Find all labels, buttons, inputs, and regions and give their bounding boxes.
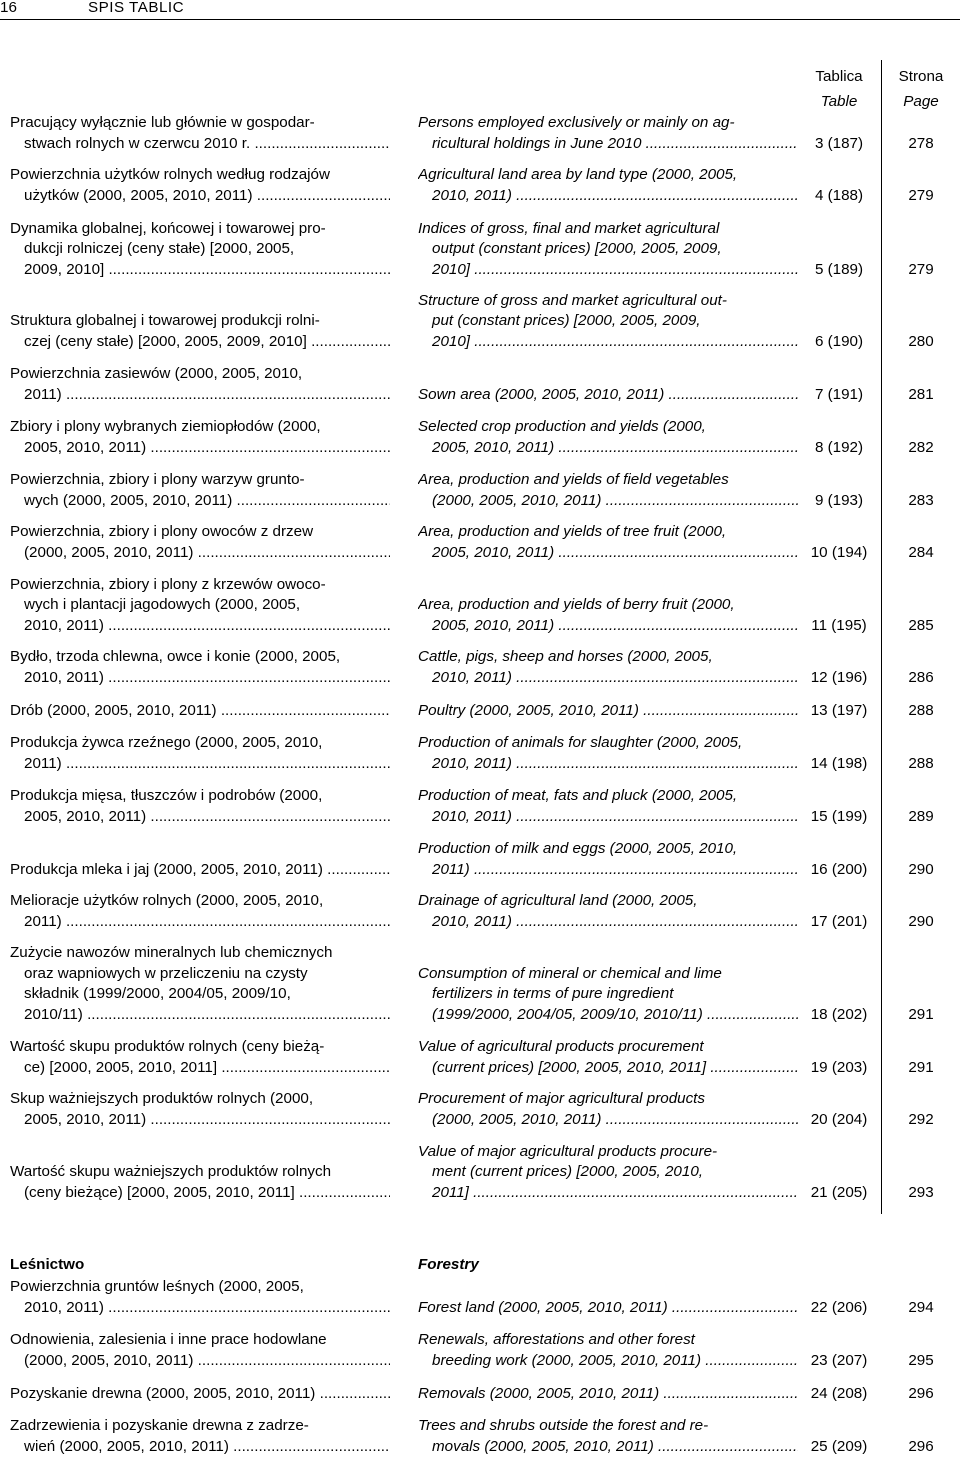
page-ref: 290 xyxy=(908,860,934,878)
entry-title-en-line: Persons employed exclusively or mainly on ag- xyxy=(418,114,735,131)
entry-title-en xyxy=(418,891,798,932)
entry-title-pl-line: 2010, 2011) ..... xyxy=(10,616,390,637)
entry-title-pl xyxy=(10,311,390,352)
entry-title-en xyxy=(418,964,798,1026)
entry-title-pl-line: Wartość skupu produktów rolnych (ceny bieżą- xyxy=(10,1038,325,1055)
entry-title-en xyxy=(418,839,798,880)
page-ref: 280 xyxy=(908,332,934,350)
entry-title-pl-line: Bydło, trzoda chlewna, owce i konie (2000, 2005, xyxy=(10,648,341,665)
entry-title-en-line: (current prices) [2000, 2005, 2010, 2011] ..... xyxy=(418,1058,798,1079)
table-number: 24 (208) xyxy=(810,1384,868,1402)
entry-title-pl-line: Powierzchnia gruntów leśnych (2000, 2005, xyxy=(10,1278,304,1295)
entry-title-pl xyxy=(10,1162,390,1203)
entry-title-en-line: 2011] ..... xyxy=(418,1183,798,1204)
entry-title-pl-line: Pracujący wyłącznie lub głównie w gospodar- xyxy=(10,114,315,131)
page-title: SPIS TABLIC xyxy=(88,0,185,16)
entry-title-en xyxy=(418,1142,798,1204)
entry-title-en xyxy=(418,1089,798,1130)
entry-title-en-line: Production of meat, fats and pluck (2000, 2005, xyxy=(418,787,738,804)
entry-title-pl xyxy=(10,219,390,281)
page-ref: 288 xyxy=(908,701,934,719)
page-ref: 278 xyxy=(908,134,934,152)
entry-title-pl-line: Skup ważniejszych produktów rolnych (2000, xyxy=(10,1090,314,1107)
entry-title-pl-line: 2010/11) ..... xyxy=(10,1005,390,1026)
page-ref: 289 xyxy=(908,807,934,825)
entry-title-pl-line: ce) [2000, 2005, 2010, 2011] ..... xyxy=(10,1058,390,1079)
entry-title-pl-line: 2011) ..... xyxy=(10,912,390,933)
table-number: 20 (204) xyxy=(810,1110,868,1128)
table-number: 10 (194) xyxy=(810,543,868,561)
entry-title-pl-line: wych i plantacji jagodowych (2000, 2005, xyxy=(24,596,301,613)
page-ref: 295 xyxy=(908,1351,934,1369)
entry-title-en-line: Production of animals for slaughter (2000, 2005, xyxy=(418,734,743,751)
entry-title-en xyxy=(418,522,798,563)
page-ref: 285 xyxy=(908,616,934,634)
entry-title-pl-line: 2005, 2010, 2011) ..... xyxy=(10,1110,390,1131)
entry-title-pl-line: wych (2000, 2005, 2010, 2011) ..... xyxy=(10,491,390,512)
entry-title-pl-line: oraz wapniowych w przeliczeniu na czysty xyxy=(24,964,308,982)
table-number: 11 (195) xyxy=(811,616,867,634)
entry-title-en xyxy=(418,291,798,353)
table-number: 16 (200) xyxy=(810,860,868,878)
entry-title-en xyxy=(418,701,798,722)
table-number: 13 (197) xyxy=(810,701,868,719)
entry-title-pl-line: czej (ceny stałe) [2000, 2005, 2009, 2010] ..... xyxy=(10,332,390,353)
entry-title-pl xyxy=(10,165,390,206)
page-ref: 294 xyxy=(908,1298,934,1316)
entry-title-en-line: Drainage of agricultural land (2000, 2005, xyxy=(418,892,698,909)
entry-title-en xyxy=(418,1298,798,1319)
entry-title-en-line: Area, production and yields of field vegetables xyxy=(418,471,729,488)
entry-title-en-line: Selected crop production and yields (2000, xyxy=(418,418,706,435)
table-number: 19 (203) xyxy=(810,1058,868,1076)
entry-title-en-line: Value of agricultural products procurement xyxy=(418,1038,704,1055)
column-header-page xyxy=(882,64,960,114)
entry-title-pl xyxy=(10,364,390,405)
entry-title-pl-line: 2005, 2010, 2011) ..... xyxy=(10,807,390,828)
page-ref: 296 xyxy=(908,1437,934,1455)
entry-title-en-line: 2010, 2011) ..... xyxy=(418,186,798,207)
entry-title-en xyxy=(418,113,798,154)
table-number: 21 (205) xyxy=(810,1183,868,1201)
page-ref: 290 xyxy=(908,912,934,930)
table-number: 25 (209) xyxy=(810,1437,868,1455)
entry-title-en-line: ment (current prices) [2000, 2005, 2010, xyxy=(432,1163,703,1180)
entry-title-pl-line: Powierzchnia, zbiory i plony owoców z drzew xyxy=(10,523,314,540)
entry-title-pl-line: Zbiory i plony wybranych ziemiopłodów (2000, xyxy=(10,418,321,435)
entry-title-en-line: 2005, 2010, 2011) ..... xyxy=(418,438,798,459)
page-ref: 282 xyxy=(908,438,934,456)
entry-title-en xyxy=(418,647,798,688)
entry-title-en xyxy=(418,219,798,281)
table-number: 15 (199) xyxy=(810,807,868,825)
entry-title-pl-line: Produkcja mleka i jaj (2000, 2005, 2010, 2011) ..... xyxy=(10,860,390,881)
entry-title-pl-line: Powierzchnia, zbiory i plony z krzewów owoco- xyxy=(10,575,326,593)
entry-title-pl-line: Dynamika globalnej, końcowej i towarowej pro- xyxy=(10,219,326,237)
table-number: 17 (201) xyxy=(810,912,868,930)
section-title-lesnictwo: Leśnictwo xyxy=(10,1256,85,1273)
entry-title-pl xyxy=(10,470,390,511)
entry-title-en-line: Sown area (2000, 2005, 2010, 2011) ..... xyxy=(418,385,798,406)
entry-title-pl xyxy=(10,1416,390,1457)
entry-title-en-line: (2000, 2005, 2010, 2011) ..... xyxy=(418,1110,798,1131)
entry-title-en-line: Trees and shrubs outside the forest and re- xyxy=(418,1417,709,1434)
entry-title-en-line: Consumption of mineral or chemical and lime xyxy=(418,964,722,982)
entry-title-en xyxy=(418,165,798,206)
entry-title-pl-line: Drób (2000, 2005, 2010, 2011) ..... xyxy=(10,701,390,722)
entry-title-en-line: 2010, 2011) ..... xyxy=(418,807,798,828)
entry-title-en-line: ricultural holdings in June 2010 ..... xyxy=(418,134,798,155)
entry-title-pl-line: Zadrzewienia i pozyskanie drewna z zadrze- xyxy=(10,1417,309,1434)
entry-title-en-line: Area, production and yields of berry fruit (2000, xyxy=(418,596,735,613)
page-ref: 284 xyxy=(908,543,934,561)
page-ref: 293 xyxy=(908,1183,934,1201)
entry-title-en xyxy=(418,1037,798,1078)
entry-title-pl-line: Struktura globalnej i towarowej produkcji rolni- xyxy=(10,312,320,329)
entry-title-pl xyxy=(10,647,390,688)
entry-title-en-line: 2005, 2010, 2011) ..... xyxy=(418,616,798,637)
entry-title-en-line: put (constant prices) [2000, 2005, 2009, xyxy=(432,312,701,329)
entry-title-pl-line: Odnowienia, zalesienia i inne prace hodowlane xyxy=(10,1331,327,1348)
entry-title-pl-line: składnik (1999/2000, 2004/05, 2009/10, xyxy=(24,985,291,1002)
entry-title-en-line: 2010, 2011) ..... xyxy=(418,912,798,933)
entry-title-en-line: Indices of gross, final and market agricultural xyxy=(418,219,720,237)
page-ref: 291 xyxy=(908,1058,934,1076)
entry-title-pl-line: 2005, 2010, 2011) ..... xyxy=(10,438,390,459)
entry-title-pl-line: (2000, 2005, 2010, 2011) ..... xyxy=(10,543,390,564)
entry-title-en xyxy=(418,385,798,406)
entry-title-en-line: 2010] ..... xyxy=(418,260,798,281)
table-number: 14 (198) xyxy=(810,754,868,772)
entry-title-en-line: 2010] ..... xyxy=(418,332,798,353)
entry-title-pl-line: użytków (2000, 2005, 2010, 2011) ..... xyxy=(10,186,390,207)
entry-title-pl xyxy=(10,1384,390,1405)
entry-title-pl xyxy=(10,417,390,458)
entry-title-en-line: movals (2000, 2005, 2010, 2011) ..... xyxy=(418,1437,798,1458)
entry-title-pl-line: 2011) ..... xyxy=(10,754,390,775)
entry-title-pl-line: (2000, 2005, 2010, 2011) ..... xyxy=(10,1351,390,1372)
entry-title-pl xyxy=(10,733,390,774)
entry-title-en-line: Poultry (2000, 2005, 2010, 2011) ..... xyxy=(418,701,798,722)
table-number: 5 (189) xyxy=(814,260,864,278)
entry-title-pl-line: (ceny bieżące) [2000, 2005, 2010, 2011] ..... xyxy=(10,1183,390,1204)
page-ref: 291 xyxy=(908,1005,934,1023)
entry-title-pl xyxy=(10,522,390,563)
entry-title-pl-line: Powierzchnia zasiewów (2000, 2005, 2010, xyxy=(10,365,303,382)
column-header-strona: Strona xyxy=(898,68,944,85)
entry-title-en-line: Area, production and yields of tree fruit (2000, xyxy=(418,523,727,540)
entry-title-pl-line: dukcji rolniczej (ceny stałe) [2000, 2005, xyxy=(24,240,295,257)
entry-title-en-line: (1999/2000, 2004/05, 2009/10, 2010/11) ..... xyxy=(418,1005,798,1026)
entry-title-en-line: 2010, 2011) ..... xyxy=(418,668,798,689)
page-ref: 281 xyxy=(908,385,934,403)
entry-title-en-line: Procurement of major agricultural products xyxy=(418,1090,705,1107)
table-number: 8 (192) xyxy=(814,438,864,456)
entry-title-en-line: 2010, 2011) ..... xyxy=(418,754,798,775)
entry-title-en-line: 2005, 2010, 2011) ..... xyxy=(418,543,798,564)
entry-title-pl-line: stwach rolnych w czerwcu 2010 r. ..... xyxy=(10,134,390,155)
column-divider xyxy=(881,60,882,1214)
entry-title-pl-line: wień (2000, 2005, 2010, 2011) ..... xyxy=(10,1437,390,1458)
page-ref: 286 xyxy=(908,668,934,686)
entry-title-pl xyxy=(10,860,390,881)
table-number: 9 (193) xyxy=(814,491,864,509)
table-number: 18 (202) xyxy=(810,1005,868,1023)
entry-title-pl-line: Powierzchnia użytków rolnych według rodzajów xyxy=(10,166,330,183)
page-ref: 279 xyxy=(908,186,934,204)
entry-title-en xyxy=(418,786,798,827)
table-number: 23 (207) xyxy=(810,1351,868,1369)
header-rule xyxy=(0,19,960,20)
entry-title-pl-line: Wartość skupu ważniejszych produktów rolnych xyxy=(10,1163,332,1180)
entry-title-en-line: Agricultural land area by land type (2000, 2005, xyxy=(418,166,738,183)
entry-title-pl-line: Powierzchnia, zbiory i plony warzyw grunto- xyxy=(10,471,305,488)
entry-title-en xyxy=(418,733,798,774)
entry-title-pl-line: 2011) ..... xyxy=(10,385,390,406)
entry-title-en xyxy=(418,595,798,636)
entry-title-en-line: 2011) ..... xyxy=(418,860,798,881)
column-header-page-en: Page xyxy=(903,93,939,110)
table-number: 3 (187) xyxy=(814,134,864,152)
entry-title-en-line: output (constant prices) [2000, 2005, 2009, xyxy=(432,240,722,257)
entry-title-pl xyxy=(10,943,390,1025)
entry-title-en xyxy=(418,1330,798,1371)
page-ref: 283 xyxy=(908,491,934,509)
table-number: 12 (196) xyxy=(810,668,868,686)
entry-title-pl xyxy=(10,786,390,827)
table-number: 4 (188) xyxy=(814,186,864,204)
entry-title-pl xyxy=(10,113,390,154)
entry-title-en-line: Cattle, pigs, sheep and horses (2000, 2005, xyxy=(418,648,713,665)
entry-title-pl xyxy=(10,701,390,722)
entry-title-pl-line: 2010, 2011) ..... xyxy=(10,668,390,689)
table-number: 6 (190) xyxy=(814,332,864,350)
page-number: 16 xyxy=(0,0,17,16)
entry-title-pl xyxy=(10,1277,390,1318)
entry-title-pl xyxy=(10,1089,390,1130)
entry-title-pl-line: Zużycie nawozów mineralnych lub chemicznych xyxy=(10,944,333,961)
column-header-tablica: Tablica xyxy=(815,68,863,85)
table-number: 7 (191) xyxy=(814,385,864,403)
section-title-forestry: Forestry xyxy=(418,1256,479,1273)
entry-title-en-line: Value of major agricultural products procure- xyxy=(418,1142,718,1160)
entry-title-pl-line: 2010, 2011) ..... xyxy=(10,1298,390,1319)
entry-title-pl-line: Melioracje użytków rolnych (2000, 2005, 2010, xyxy=(10,892,324,909)
entry-title-en-line: Renewals, afforestations and other forest xyxy=(418,1331,695,1348)
entry-title-en xyxy=(418,470,798,511)
entry-title-en-line: Forest land (2000, 2005, 2010, 2011) ..... xyxy=(418,1298,798,1319)
entry-title-en-line: Removals (2000, 2005, 2010, 2011) ..... xyxy=(418,1384,798,1405)
entry-title-en xyxy=(418,1416,798,1457)
entry-title-pl xyxy=(10,1037,390,1078)
column-header-table-en: Table xyxy=(820,93,858,110)
page-header xyxy=(0,0,960,18)
entry-title-pl xyxy=(10,575,390,637)
entry-title-en-line: fertilizers in terms of pure ingredient xyxy=(432,985,674,1002)
entry-title-en-line: breeding work (2000, 2005, 2010, 2011) ..... xyxy=(418,1351,798,1372)
entry-title-pl-line: Produkcja żywca rzeźnego (2000, 2005, 2010, xyxy=(10,734,323,751)
entry-title-en xyxy=(418,417,798,458)
entry-title-pl-line: 2009, 2010] ..... xyxy=(10,260,390,281)
page-ref: 292 xyxy=(908,1110,934,1128)
page-ref: 279 xyxy=(908,260,934,278)
table-number: 22 (206) xyxy=(810,1298,868,1316)
entry-title-pl xyxy=(10,1330,390,1371)
page-ref: 288 xyxy=(908,754,934,772)
column-header-table xyxy=(798,64,880,114)
entry-title-pl-line: Produkcja mięsa, tłuszczów i podrobów (2000, xyxy=(10,787,323,804)
entry-title-pl-line: Pozyskanie drewna (2000, 2005, 2010, 2011) ..... xyxy=(10,1384,390,1405)
entry-title-en-line: Production of milk and eggs (2000, 2005, 2010, xyxy=(418,840,738,857)
page-ref: 296 xyxy=(908,1384,934,1402)
entry-title-en-line: Structure of gross and market agricultural out- xyxy=(418,291,727,309)
entry-title-en xyxy=(418,1384,798,1405)
entry-title-en-line: (2000, 2005, 2010, 2011) ..... xyxy=(418,491,798,512)
entry-title-pl xyxy=(10,891,390,932)
